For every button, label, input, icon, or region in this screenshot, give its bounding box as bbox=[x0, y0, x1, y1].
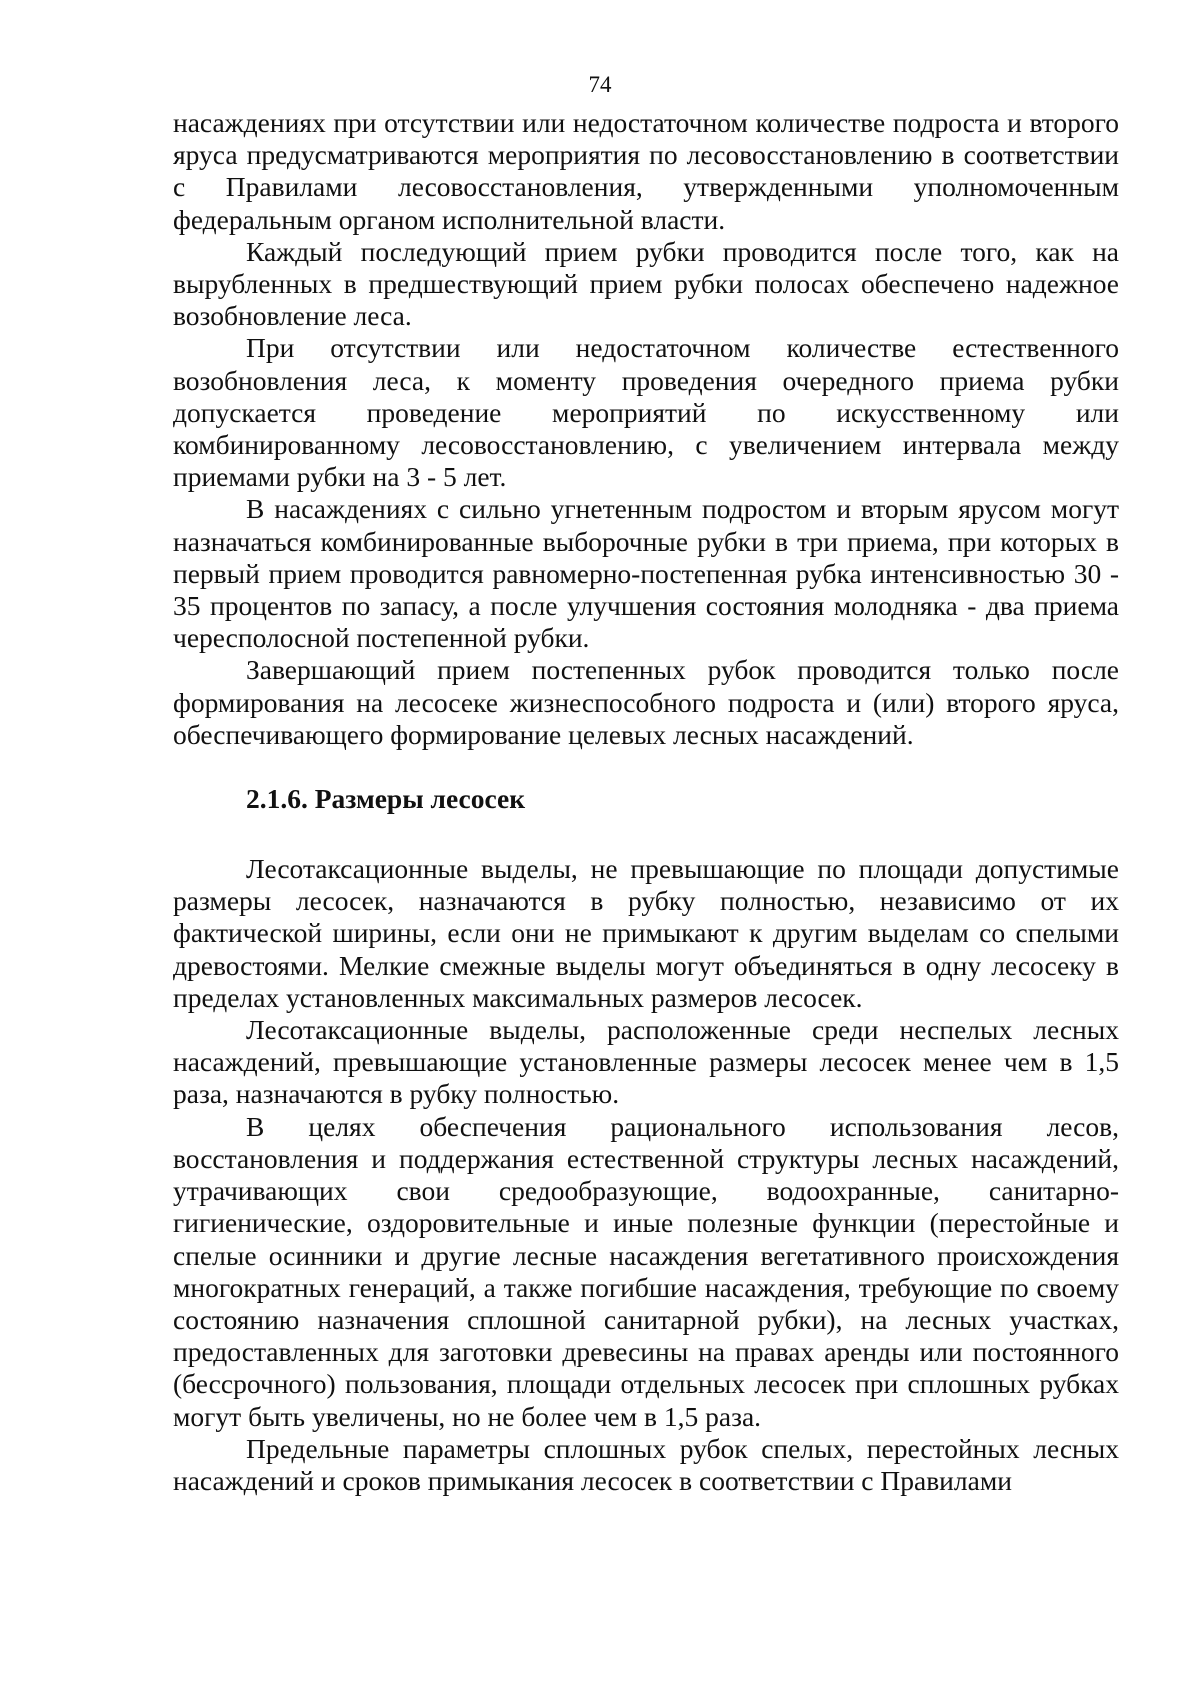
paragraph: Завершающий прием постепенных рубок проводится только после формирования на лесосеке жизнеспособного подроста и (или) второго яруса, обеспечивающего формирование целевых лесных насаждений. bbox=[173, 654, 1119, 750]
page-content bbox=[173, 107, 1119, 1497]
paragraph: При отсутствии или недостаточном количестве естественного возобновления леса, к моменту проведения очередного приема рубки допускается проведение мероприятий по искусственному или комбинированному лесовосстановлению, с увеличением интервала между приемами рубки на 3 - 5 лет. bbox=[173, 332, 1119, 493]
paragraph: Лесотаксационные выделы, не превышающие по площади допустимые размеры лесосек, назначаются в рубку полностью, независимо от их фактической ширины, если они не примыкают к другим выделам со спелыми древостоями. Мелкие смежные выделы могут объединяться в одну лесосеку в пределах установленных максимальных размеров лесосек. bbox=[173, 853, 1119, 1013]
section-heading: 2.1.6. Размеры лесосек bbox=[246, 783, 526, 815]
paragraph: Лесотаксационные выделы, расположенные среди неспелых лесных насаждений, превышающие установленные размеры лесосек менее чем в 1,5 раза, назначаются в рубку полностью. bbox=[173, 1014, 1119, 1110]
paragraph: Каждый последующий прием рубки проводится после того, как на вырубленных в предшествующий прием рубки полосах обеспечено надежное возобновление леса. bbox=[173, 235, 1119, 332]
paragraph: насаждениях при отсутствии или недостаточном количестве подроста и второго яруса предусматриваются мероприятия по лесовосстановлению в соответствии с Правилами лесовосстановления, утвержденными уполномоченным федеральным органом исполнительной власти. bbox=[173, 107, 1119, 235]
paragraph: Предельные параметры сплошных рубок спелых, перестойных лесных насаждений и сроков примыкания лесосек в соответствии с Правилами bbox=[173, 1432, 1119, 1496]
page-number: 74 bbox=[588, 72, 612, 97]
paragraph: В целях обеспечения рационального использования лесов, восстановления и поддержания естественной структуры лесных насаждений, утрачивающих свои средообразующие, водоохранные, санитарно-гигиенические, оздоровительные и иные полезные функции (перестойные и спелые осинники и другие лесные насаждения вегетативного происхождения многократных генераций, а также погибшие насаждения, требующие по своему состоянию назначения сплошной санитарной рубки), на лесных участках, предоставленных для заготовки древесины на правах аренды или постоянного (бессрочного) пользования, площади отдельных лесосек при сплошных рубках могут быть увеличены, но не более чем в 1,5 раза. bbox=[173, 1110, 1119, 1432]
paragraph: В насаждениях с сильно угнетенным подростом и вторым ярусом могут назначаться комбинированные выборочные рубки в три приема, при которых в первый прием проводится равномерно-постепенная рубка интенсивностью 30 - 35 процентов по запасу, а после улучшения состояния молодняка - два приема чересполосной постепенной рубки. bbox=[173, 493, 1119, 654]
